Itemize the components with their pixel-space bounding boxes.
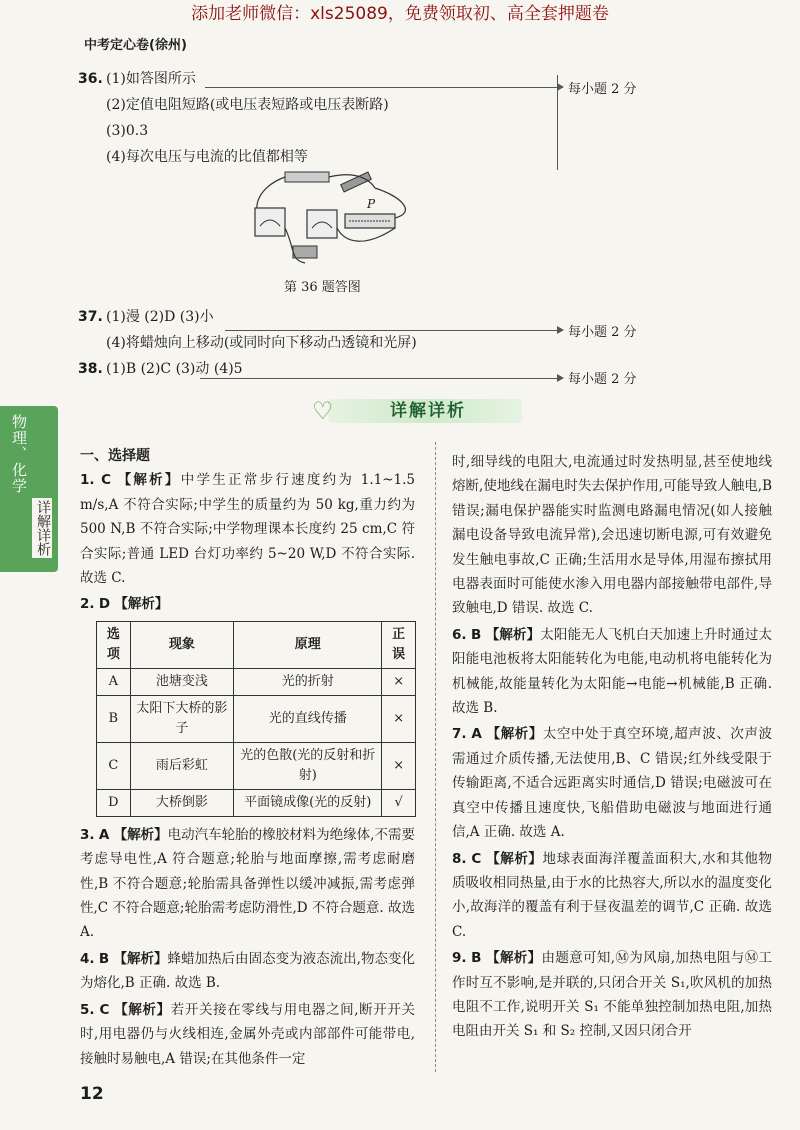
q37-arrow-head	[557, 326, 564, 334]
table-cell: 平面镜成像(光的反射)	[234, 789, 382, 816]
table-header: 正误	[382, 621, 416, 668]
table-cell: C	[97, 742, 131, 789]
explanation-item	[452, 946, 772, 1044]
table-header: 选项	[97, 621, 131, 668]
q37-score-line	[225, 330, 557, 331]
q36-answer-2: (2)定值电阻短路(或电压表短路或电压表断路)	[106, 97, 389, 113]
explanation-item	[80, 998, 415, 1071]
slider-label-p: P	[367, 197, 376, 211]
table-cell: 雨后彩虹	[130, 742, 234, 789]
table-header: 原理	[234, 621, 382, 668]
column-divider	[435, 442, 436, 1072]
table-cell: ×	[382, 742, 416, 789]
explanation-item	[80, 592, 415, 616]
q36-arrow-head	[557, 83, 564, 91]
q37-score: 每小题 2 分	[568, 325, 637, 340]
item-number: 2.	[80, 596, 95, 613]
q37-line-1	[78, 304, 598, 330]
item-number: 9.	[452, 950, 467, 967]
analysis-tag: 【解析】	[113, 950, 168, 967]
item-number: 5.	[80, 1001, 95, 1018]
left-column	[80, 444, 415, 1073]
circuit-diagram	[245, 168, 415, 278]
analysis-tag: 【解析】	[486, 726, 543, 743]
watermark-banner: 添加老师微信：xls25089，免费领取初、高全套押题卷	[191, 4, 609, 24]
q38-score-line	[200, 378, 557, 379]
q36-answer-1: (1)如答图所示	[106, 71, 196, 87]
table-cell: A	[97, 668, 131, 695]
item-text: 地球表面海洋覆盖面积大,水和其他物质吸收相同热量,由于水的比热容大,所以水的温度变化小,故海洋的覆盖有利于昼夜温差的调节,C 正确. 故选 C.	[452, 850, 773, 940]
table-cell: 光的折射	[234, 668, 382, 695]
q36-answer-4: (4)每次电压与电流的比值都相等	[106, 149, 308, 165]
table-cell: ×	[382, 695, 416, 742]
q38-number: 38.	[78, 361, 103, 377]
item-number: 1.	[80, 472, 95, 489]
item-text: 太空中处于真空环境,超声波、次声波需通过介质传播,无法使用,B、C 错误;红外线受限于传输距离,不适合远距离实时通信,D 错误;电磁波可在真空中传播且速度快,飞船借助电磁波与地面进行通信,A 正确. 故选 A.	[452, 726, 772, 841]
exam-title: 中考定心卷(徐州)	[84, 38, 187, 53]
table-cell: D	[97, 789, 131, 816]
item-text: 蜂蜡加热后由固态变为液态流出,物态变化为熔化,B 正确. 故选 B.	[80, 950, 416, 992]
item-answer: B	[471, 950, 482, 967]
item-answer: A	[471, 726, 482, 743]
q36-line-1	[78, 66, 598, 92]
q37-number: 37.	[78, 309, 103, 325]
q36-number: 36.	[78, 71, 103, 87]
answer-block	[78, 66, 598, 170]
item-answer: A	[98, 826, 110, 843]
item-text: 由题意可知,Ⓜ为风扇,加热电阻与Ⓜ工作时互不影响,是并联的,只闭合开关 S₁,吹风机的加热电阻不工作,说明开关 S₁ 不能单独控制加热电阻,加热电阻由开关 S₁ 和 S₂ 控制,又因只闭合开	[452, 950, 772, 1040]
table-row	[97, 742, 416, 789]
table-cell: 池塘变浅	[130, 668, 234, 695]
item-answer: C	[101, 472, 112, 489]
item-number: 6.	[452, 626, 467, 643]
table-cell: √	[382, 789, 416, 816]
table-cell: 太阳下大桥的影子	[130, 695, 234, 742]
explanation-item	[452, 847, 772, 945]
table-row	[97, 695, 416, 742]
item-answer: C	[471, 850, 482, 867]
banner-title: 详解详析	[390, 401, 466, 421]
item-number: 3.	[80, 826, 95, 843]
analysis-tag: 【解析】	[114, 1001, 171, 1018]
q38-arrow-head	[557, 374, 564, 382]
heart-icon: ♡	[312, 397, 334, 425]
subject-side-tab	[0, 406, 58, 572]
q38-score: 每小题 2 分	[568, 372, 637, 387]
explanation-item	[80, 468, 415, 590]
analysis-tag: 【解析】	[485, 626, 541, 643]
item-text: 若开关接在零线与用电器之间,断开开关时,用电器仍与火线相连,金属外壳或内部部件可能带电,接触时易触电,A 错误;在其他条件一定	[80, 1001, 416, 1067]
table-cell: B	[97, 695, 131, 742]
q36-answer-3: (3)0.3	[106, 123, 149, 139]
table-cell: ×	[382, 668, 416, 695]
explanation-item	[452, 623, 772, 721]
page-number: 12	[80, 1084, 104, 1104]
item-number: 8.	[452, 850, 467, 867]
explanation-item	[80, 947, 415, 996]
q36-score: 每小题 2 分	[568, 82, 637, 97]
table-cell: 光的色散(光的反射和折射)	[234, 742, 382, 789]
analysis-tag: 【解析】	[114, 596, 169, 613]
item-answer: B	[98, 950, 110, 967]
figure-caption: 第 36 题答图	[284, 280, 361, 295]
analysis-tag: 【解析】	[117, 472, 181, 489]
continued-text: 时,细导线的电阻大,电流通过时发热明显,甚至使地线熔断,使地线在漏电时失去保护作用,可能导致人触电,B 错误;漏电保护器能实时监测电路漏电情况(如人接触漏电设备导致电流异常),会迅速切断电源,可有效避免发生触电事故,C 正确;生活用水是导体,用湿布擦拭用电器表面时可能使水渗入用电器内部接触带电部件,导致触电,D 错误. 故选 C.	[452, 454, 772, 617]
analysis-tag: 【解析】	[486, 850, 543, 867]
item-answer: C	[99, 1001, 110, 1018]
item-text: 太阳能无人飞机白天加速上升时通过太阳能电池板将太阳能转化为电能,电动机将电能转化为机械能,故能量转化为太阳能→电能→机械能,B 正确. 故选 B.	[452, 626, 773, 717]
item-text: 中学生正常步行速度约为 1.1~1.5 m/s,A 不符合实际;中学生的质量约为 50 kg,重力约为 500 N,B 不符合实际;中学物理课本长度约 25 cm,C 符合实际;普通 LED 台灯功率约 5~20 W,D 不符合实际. 故选 C.	[80, 472, 416, 587]
table-row	[97, 668, 416, 695]
item-number: 7.	[452, 726, 467, 743]
section-banner	[310, 397, 522, 425]
q38-answer-1: (1)B (2)C (3)动 (4)5	[106, 361, 243, 377]
table-cell: 光的直线传播	[234, 695, 382, 742]
q37-answer-2: (4)将蜡烛向上移动(或同时向下移动凸透镜和光屏)	[106, 335, 417, 351]
explanation-item	[80, 823, 415, 945]
item-text: 电动汽车轮胎的橡胶材料为绝缘体,不需要考虑导电性,A 符合题意;轮胎与地面摩擦,需考虑耐磨性,B 不符合题意;轮胎需具备弹性以缓冲减振,需考虑弹性,C 不符合题意;轮胎需考虑防滑性,D 不符合题意. 故选 A.	[80, 826, 415, 941]
item-number: 4.	[80, 950, 95, 967]
explanation-item	[452, 722, 772, 844]
right-column	[452, 450, 772, 1046]
section-title: 一、选择题	[80, 448, 150, 464]
side-tab-subject: 物理、化学	[10, 414, 28, 494]
table-cell: 大桥倒影	[130, 789, 234, 816]
item-answer: B	[470, 626, 482, 643]
item-answer: D	[98, 596, 111, 613]
table-header-row	[97, 621, 416, 668]
optics-table	[96, 621, 416, 817]
table-header: 现象	[130, 621, 234, 668]
analysis-tag: 【解析】	[486, 950, 542, 967]
q36-score-line	[205, 87, 557, 88]
table-row	[97, 789, 416, 816]
side-tab-section: 详解详析	[32, 498, 52, 558]
q37-answer-1: (1)漫 (2)D (3)小	[106, 309, 214, 325]
analysis-tag: 【解析】	[113, 826, 168, 843]
